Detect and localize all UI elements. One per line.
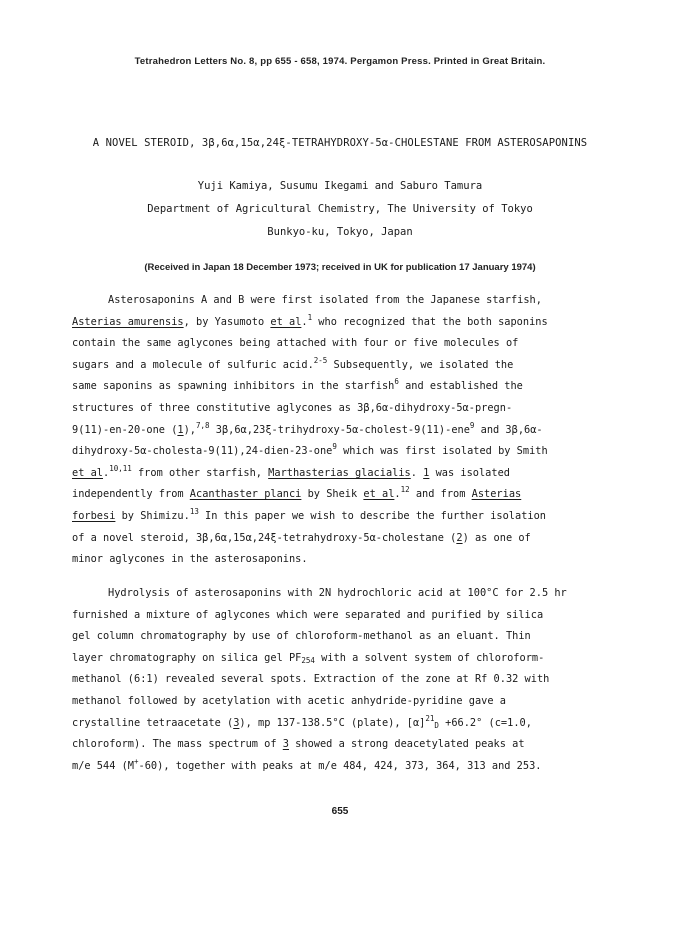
reference-marker: 10,11	[109, 463, 132, 473]
text-line: structures of three constitutive aglycones as 3β,6α-dihydroxy-5α-pregn-	[72, 401, 513, 414]
page-number: 655	[331, 806, 349, 817]
reference-marker: 6	[394, 377, 399, 387]
text-line: Asterosaponins A and B were first isolated from the Japanese starfish,	[108, 294, 542, 306]
text-line: same saponins as spawning inhibitors in the starfish$^6$ and established the	[72, 377, 523, 393]
reference-marker: 9	[332, 442, 337, 452]
text-line: methanol (6:1) revealed several spots. Extraction of the zone at Rf 0.32 with	[72, 673, 550, 686]
text-line: Asterias amurensis, by Yasumoto et al.$^1$ who recognized that the both saponins	[72, 312, 548, 328]
text-line: forbesi by Shimizu.$^{13}$ In this paper we wish to describe the further isolation	[72, 506, 547, 522]
authors: Yuji Kamiya, Susumu Ikegami and Saburo Tamura	[197, 180, 483, 192]
paragraph-1	[72, 290, 632, 571]
reference-marker: 13	[189, 506, 199, 516]
text-line: layer chromatography on silica gel $PF_{254}$ with a solvent system of chloroform-	[72, 651, 545, 665]
reference-marker: 7,8	[196, 420, 210, 430]
text-line: Hydrolysis of asterosaponins with 2N hydrochloric acid at 100°C for 2.5 hr	[108, 587, 567, 599]
affiliation: Department of Agricultural Chemistry, The University of Tokyo	[147, 203, 533, 215]
text-line: methanol followed by acetylation with acetic anhydride-pyridine gave a	[72, 694, 506, 707]
text-line: dihydroxy-5α-cholesta-9(11),24-dien-23-one$^9$ which was first isolated by Smith	[72, 442, 548, 458]
reference-marker: 1	[307, 312, 313, 322]
text-line: 9(11)-en-20-one (1),$^{7,8}$ 3β,6α,23ξ-trihydroxy-5α-cholest-9(11)-ene$^9$ and 3β,6α-	[72, 420, 543, 436]
paragraph-2	[72, 583, 632, 777]
journal-header: Tetrahedron Letters No. 8, pp 655 - 658, 1974. Pergamon Press. Printed in Great Britain.	[134, 56, 546, 67]
paper-title: A NOVEL STEROID, 3β,6α,15α,24ξ-TETRAHYDROXY-5α-CHOLESTANE FROM ASTEROSAPONINS	[92, 137, 588, 149]
reference-marker: 12	[400, 485, 410, 495]
text-line: et al.$^{10,11}$ from other starfish, Marthasterias glacialis. 1 was isolated	[72, 463, 510, 479]
text-line: m/e 544 (M+-60), together with peaks at m/e 484, 424, 373, 364, 313 and 253.	[72, 756, 542, 772]
location: Bunkyo-ku, Tokyo, Japan	[267, 226, 413, 238]
received-dates: (Received in Japan 18 December 1973; received in UK for publication 17 January 1974)	[144, 262, 536, 273]
reference-marker: 9	[469, 420, 475, 430]
text-line: minor aglycones in the asterosaponins.	[72, 553, 308, 566]
text-line: independently from Acanthaster planci by Sheik et al.$^{12}$ and from Asterias	[72, 485, 522, 501]
text-line: furnished a mixture of aglycones which were separated and purified by silica	[72, 608, 544, 621]
text-line: gel column chromatography by use of chloroform-methanol as an eluant. Thin	[72, 630, 531, 643]
text-line: sugars and a molecule of sulfuric acid.$^{2-5}$ Subsequently, we isolated the	[72, 355, 514, 371]
text-line: of a novel steroid, 3β,6α,15α,24ξ-tetrahydroxy-5α-cholestane (2) as one of	[72, 531, 531, 544]
text-line: contain the same aglycones being attached with four or five molecules of	[72, 337, 519, 350]
reference-marker: 2-5	[313, 355, 328, 365]
text-line: chloroform). The mass spectrum of 3 showed a strong deacetylated peaks at	[72, 738, 525, 751]
text-line: crystalline tetraacetate (3), mp 137-138.5°C (plate), $[\alpha]^{21}_D +66.2^\circ$ (c=1.0,	[72, 713, 532, 730]
